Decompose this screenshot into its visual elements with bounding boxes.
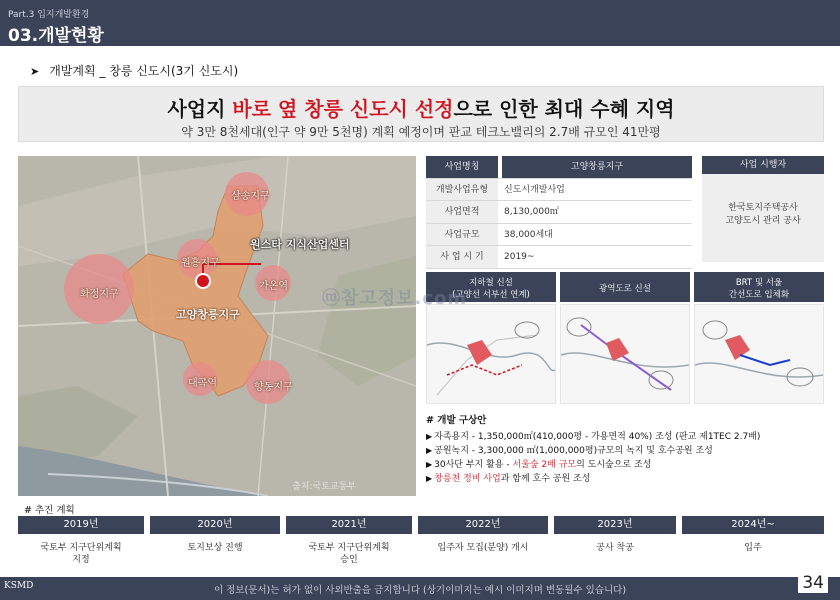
developer-line: 고양도시 관리 공사 (725, 216, 801, 226)
timeline-item (150, 516, 280, 554)
map-credit: 출처:국토교통부 (292, 482, 356, 492)
development-plan (426, 412, 826, 486)
header-bar (0, 0, 840, 46)
headline-banner (18, 86, 824, 142)
table-row (426, 246, 692, 269)
timeline-item (286, 516, 412, 566)
timeline-event (150, 542, 280, 554)
project-info-table (426, 156, 692, 269)
section-label: 개발계획 _ 창릉 신도시(3기 신도시) (49, 64, 239, 78)
page-number: 34 (798, 573, 828, 593)
table-key: 사 업 시 기 (426, 246, 498, 268)
list-item (426, 430, 826, 444)
event-line: 토지보상 진행 (187, 543, 243, 553)
plan-text: 자족용지 - 1,350,000㎡(410,000평 - 가용면적 40%) 조성 (판교 제1TEC 2.7배) (434, 432, 761, 442)
headline-highlight: 바로 옆 창릉 신도시 선정 (232, 97, 454, 121)
infra-title: 광역도로 신설 (599, 283, 651, 294)
developer-line: 한국토지주택공사 (728, 203, 798, 213)
infra-subtitle: (고양선 서부선 연계) (452, 289, 530, 300)
table-key: 사업규모 (426, 224, 498, 246)
plan-text: 의 도시숲으로 조성 (576, 460, 652, 470)
infra-subtitle: 간선도로 입체화 (728, 289, 790, 300)
table-value: 8,130,000㎡ (504, 207, 559, 217)
map-label-wonheung: 원흥지구 (181, 258, 220, 269)
timeline-item (18, 516, 144, 566)
infra-panel-header (694, 272, 824, 302)
triangle-bullet-icon: ▶ (426, 474, 433, 483)
developer-box (702, 156, 824, 262)
table-key: 사업면적 (426, 201, 498, 223)
plan-title: # 개발 구상안 (426, 415, 487, 426)
triangle-bullet-icon: ▶ (426, 460, 433, 469)
event-line: 국토부 지구단위계획 (40, 543, 122, 553)
company-logo: KSMD (4, 581, 34, 591)
timeline-year: 2024년~ (682, 516, 824, 534)
timeline-item (682, 516, 824, 554)
site-map (18, 156, 416, 496)
map-graphic (18, 156, 416, 496)
plan-text: 공원녹지 - 3,300,000 ㎡(1,000,000평)규모의 녹지 및 호수공원 조성 (434, 446, 713, 456)
triangle-bullet-icon: ▶ (426, 446, 433, 455)
plan-text: 30사단 부지 활용 - (434, 460, 513, 470)
infra-title: 지하철 신설 (469, 277, 513, 288)
arrow-bullet-icon: ➤ (30, 65, 40, 78)
table-row (426, 224, 692, 247)
plan-highlight: 창릉천 정비 사업 (434, 474, 501, 484)
table-value: 2019~ (504, 252, 535, 262)
map-label-samsong: 삼송지구 (231, 191, 270, 202)
infra-map-image (560, 304, 690, 404)
page-title: 03.개발현황 (8, 26, 104, 46)
map-label-daegok: 대곡역 (188, 378, 217, 389)
map-label-gochang: 고양창릉지구 (176, 308, 240, 321)
infra-panel-header (560, 272, 690, 302)
infra-map-image (694, 304, 824, 404)
timeline-event (554, 542, 676, 554)
triangle-bullet-icon: ▶ (426, 432, 433, 441)
timeline-event (418, 542, 548, 554)
footer-note: 이 정보(문서)는 허가 없이 사외반출을 금지합니다 (상기이미지는 예시 이미지며 변동될수 있습니다) (213, 585, 627, 596)
event-line: 지정 (72, 555, 90, 565)
site-callout: 원스타 지식산업센터 (250, 238, 350, 251)
plan-text: 과 함께 호수 공원 조성 (500, 474, 591, 484)
timeline-year: 2021년 (286, 516, 412, 534)
map-label-hwajeong: 화정지구 (80, 289, 119, 300)
developer-body (702, 174, 824, 228)
watermark: ⓜ참고정보.com (322, 288, 468, 309)
list-item (426, 458, 826, 472)
timeline-year: 2023년 (554, 516, 676, 534)
table-value: 38,000세대 (504, 229, 553, 240)
table-key: 개발사업유형 (426, 179, 498, 201)
infra-title: BRT 및 서울 (735, 277, 783, 288)
event-line: 국토부 지구단위계획 (308, 543, 390, 553)
event-line: 입주 (744, 543, 762, 553)
table-value: 신도시개발사업 (504, 184, 565, 195)
headline-part-1: 사업지 (167, 97, 233, 121)
timeline-item (418, 516, 548, 554)
list-item (426, 472, 826, 486)
part-label: Part.3 입지개발환경 (8, 10, 90, 20)
section-heading (30, 62, 238, 79)
table-header-value: 고양창릉지구 (502, 156, 692, 178)
headline-part-2: 으로 인한 최대 수혜 지역 (453, 97, 675, 121)
infra-panel-brt (694, 272, 824, 404)
timeline-event (682, 542, 824, 554)
timeline-event (18, 542, 144, 566)
timeline-year: 2020년 (150, 516, 280, 534)
timeline-year: 2022년 (418, 516, 548, 534)
table-row (426, 179, 692, 202)
developer-header: 사업 시행자 (702, 156, 824, 174)
event-line: 공사 착공 (596, 543, 634, 553)
map-label-dn: 가온역 (259, 281, 288, 292)
map-label-hyangdong: 향동지구 (254, 382, 293, 393)
table-row (426, 201, 692, 224)
infra-panel-road (560, 272, 690, 404)
banner-headline (19, 93, 823, 122)
banner-subtitle: 약 3만 8천세대(인구 약 9만 5천명) 계획 예정이며 판교 테크노밸리의 2.7배 규모인 41만평 (181, 125, 661, 139)
table-header-key: 사업명칭 (426, 156, 498, 178)
list-item (426, 444, 826, 458)
footer-bar (0, 577, 840, 600)
table-header-row (426, 156, 692, 179)
event-line: 승인 (340, 555, 358, 565)
timeline-event (286, 542, 412, 566)
infra-map-image (426, 304, 556, 404)
event-line: 입주자 모집(분양) 개시 (437, 543, 529, 553)
timeline-year: 2019년 (18, 516, 144, 534)
plan-highlight: 서울숲 2배 규모 (512, 460, 577, 470)
timeline-title: # 추진 계획 (24, 505, 75, 516)
timeline-item (554, 516, 676, 554)
